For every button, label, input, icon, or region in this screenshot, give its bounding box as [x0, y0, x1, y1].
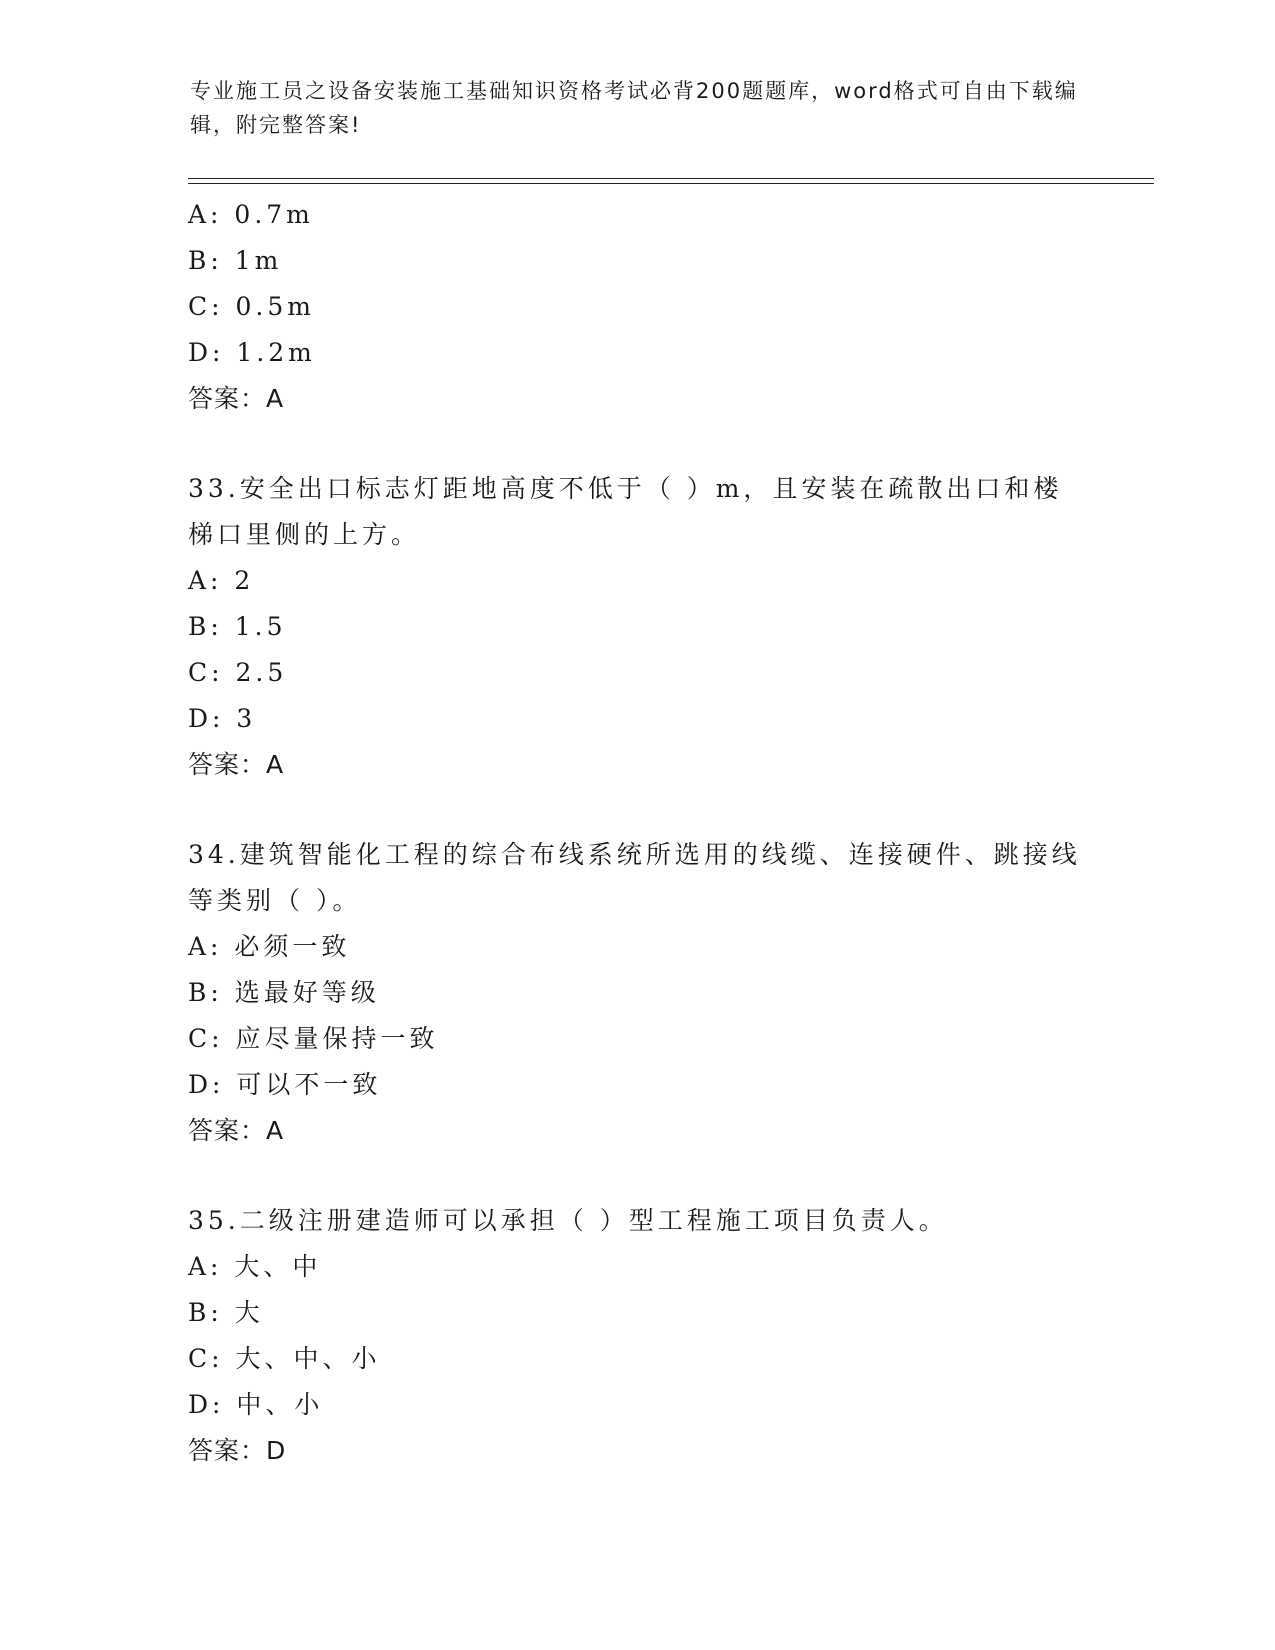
option-d: D: 可以不一致: [188, 1070, 382, 1099]
spacer: [188, 788, 1088, 832]
option-b: B: 大: [188, 1298, 264, 1327]
question-list: [188, 192, 1088, 1474]
question-block-34: [188, 832, 1088, 1154]
option-a: A: 必须一致: [188, 932, 351, 961]
option-a: A: 2: [188, 566, 255, 595]
option-c: C: 应尽量保持一致: [188, 1024, 439, 1053]
question-text: 34.建筑智能化工程的综合布线系统所选用的线缆、连接硬件、跳接线等类别（ ）。: [188, 840, 1081, 915]
option-d: D: 3: [188, 704, 257, 733]
option-c: C: 大、中、小: [188, 1344, 381, 1373]
option-a: A: 大、中: [188, 1252, 322, 1281]
option-b: B: 1.5: [188, 612, 287, 641]
option-d: D: 1.2m: [188, 338, 316, 367]
spacer: [188, 422, 1088, 466]
question-block-35: [188, 1198, 1088, 1474]
answer-line: 答案：D: [188, 1436, 287, 1465]
document-header: 专业施工员之设备安装施工基础知识资格考试必背200题题库，word格式可自由下载编辑，附完整答案!: [190, 79, 1078, 137]
question-block-33: [188, 466, 1088, 788]
option-b: B: 1m: [188, 246, 283, 275]
question-text: 33.安全出口标志灯距地高度不低于（ ）m，且安装在疏散出口和楼梯口里侧的上方。: [188, 474, 1063, 549]
answer-line: 答案：A: [188, 1116, 285, 1145]
option-a: A: 0.7m: [188, 200, 314, 229]
option-d: D: 中、小: [188, 1390, 324, 1419]
option-c: C: 2.5: [188, 658, 288, 687]
answer-line: 答案：A: [188, 750, 285, 779]
option-c: C: 0.5m: [188, 292, 315, 321]
question-block-prev: [188, 192, 1088, 422]
question-text: 35.二级注册建造师可以承担（ ）型工程施工项目负责人。: [188, 1206, 948, 1235]
header-divider-top: [188, 178, 1154, 179]
option-b: B: 选最好等级: [188, 978, 380, 1007]
answer-line: 答案：A: [188, 384, 285, 413]
header-divider-bottom: [188, 183, 1154, 184]
spacer: [188, 1154, 1088, 1198]
